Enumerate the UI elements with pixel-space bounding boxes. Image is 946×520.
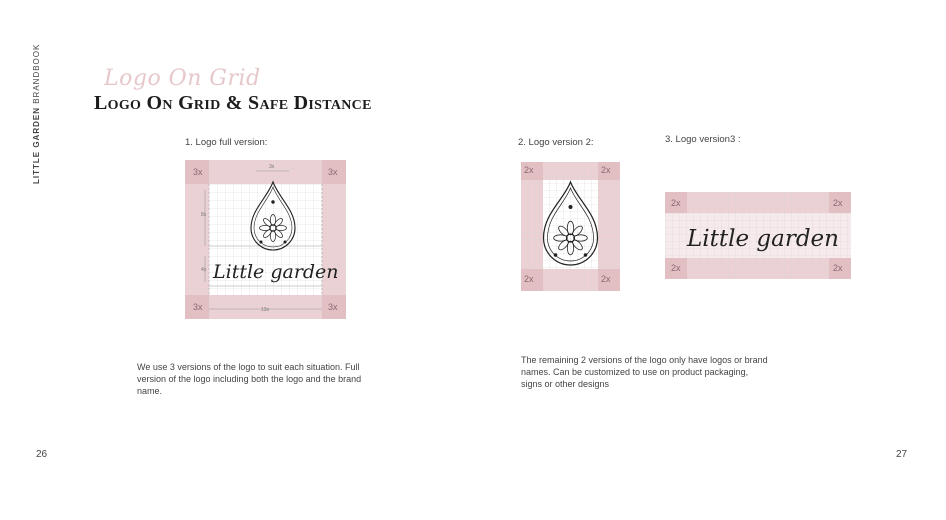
corner-label: 3x [328, 302, 338, 312]
page-title: Logo On Grid & Safe Distance [94, 92, 372, 114]
dim-top: 3x [269, 164, 275, 170]
corner-label: 2x [671, 198, 681, 208]
dim-left-lower: 4x [201, 267, 207, 273]
caption-version-2: 2. Logo version 2: [518, 137, 594, 148]
wordmark-version-3: Little garden [687, 226, 839, 252]
logo-full-grid [185, 160, 346, 319]
left-paragraph: We use 3 versions of the logo to suit each situation. Full version of the logo including both the logo and the brand name. [137, 362, 362, 396]
logo-version-2-grid [521, 162, 620, 291]
page-number-right: 27 [896, 449, 908, 460]
brand-name-light: BRANDBOOK [32, 43, 41, 107]
caption-version-1: 1. Logo full version: [185, 137, 268, 148]
corner-label: 3x [193, 167, 203, 177]
corner-label: 2x [833, 263, 843, 273]
brand-name-bold: LITTLE GARDEN [32, 107, 41, 184]
corner-label: 3x [328, 167, 338, 177]
sidebar-brand-label [32, 43, 48, 192]
logo-version-3-grid [665, 192, 851, 279]
wordmark-full: Little garden [213, 261, 339, 283]
dim-bottom: 13x [261, 307, 270, 313]
page-number-left: 26 [36, 449, 48, 460]
corner-label: 3x [193, 302, 203, 312]
dim-left-upper: 8x [201, 212, 207, 218]
corner-label: 2x [601, 165, 611, 175]
corner-label: 2x [833, 198, 843, 208]
corner-label: 2x [601, 274, 611, 284]
corner-label: 2x [524, 165, 534, 175]
corner-label: 2x [671, 263, 681, 273]
corner-label: 2x [524, 274, 534, 284]
right-paragraph: The remaining 2 versions of the logo only have logos or brand names. Can be customized to use on product packaging, signs or other designs [521, 355, 768, 389]
caption-version-3: 3. Logo version3 : [665, 134, 741, 145]
title-ghost: Logo On Grid [104, 66, 261, 91]
